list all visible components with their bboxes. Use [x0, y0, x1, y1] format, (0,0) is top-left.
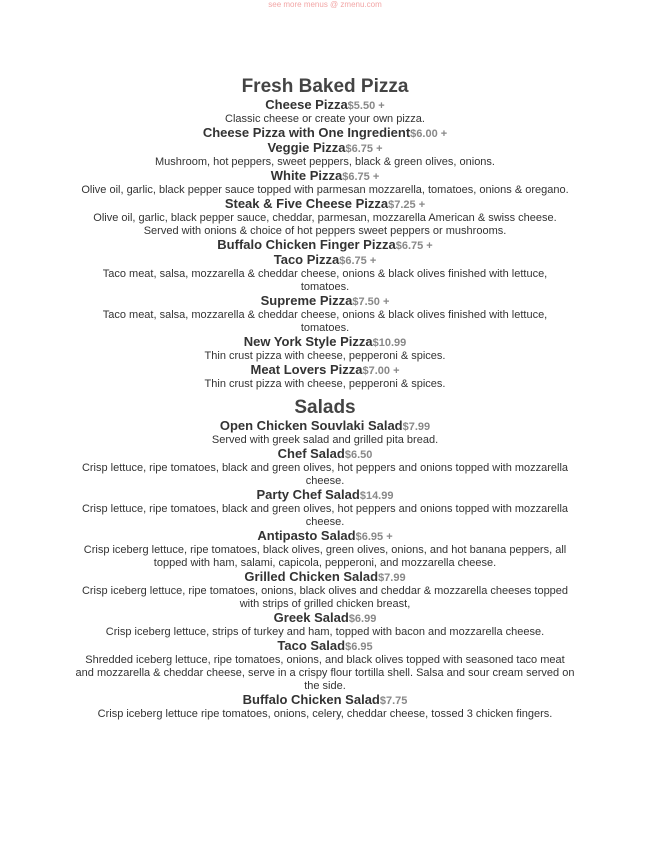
- watermark-link[interactable]: see more menus @ zmenu.com: [268, 0, 382, 9]
- menu-item-price: $7.75: [379, 695, 408, 707]
- menu-item-desc: Shredded iceberg lettuce, ripe tomatoes, onions, and black olives topped with seasoned taco meat and mozzarella & cheddar cheese, serve in a crispy flour tortilla shell. Salsa and sour cream served on the side.: [75, 654, 575, 692]
- menu-item-price: $6.50: [344, 449, 373, 461]
- menu-item-price: $6.75 +: [339, 255, 377, 267]
- menu-item-name: Steak & Five Cheese Pizza$7.25 +: [224, 196, 426, 211]
- menu-item-desc: Taco meat, salsa, mozzarella & cheddar cheese, onions & black olives finished with lettuce, tomatoes.: [102, 309, 548, 334]
- menu-item-desc: Thin crust pizza with cheese, pepperoni & spices.: [204, 350, 446, 362]
- menu-item-name: Supreme Pizza$7.50 +: [260, 293, 390, 308]
- menu-item-name: Greek Salad$6.99: [273, 610, 377, 625]
- menu-item-price: $6.75 +: [345, 143, 383, 155]
- menu-item-price: $7.99: [378, 572, 406, 584]
- salads-section: [0, 397, 650, 721]
- menu-item-price: $7.99: [402, 421, 431, 433]
- section-title-salads: Salads: [294, 397, 356, 418]
- menu-item-price: $6.95: [345, 641, 373, 653]
- menu-item-name: Buffalo Chicken Salad$7.75: [242, 692, 408, 707]
- menu-item-desc: Taco meat, salsa, mozzarella & cheddar cheese, onions & black olives finished with lettuce, tomatoes.: [102, 268, 548, 293]
- menu-item-price: $7.25 +: [388, 199, 426, 211]
- menu-item-desc: Olive oil, garlic, black pepper sauce topped with parmesan mozzarella, tomatoes, onions & oregano.: [81, 184, 569, 196]
- menu-item-desc: Crisp lettuce, ripe tomatoes, black and green olives, hot peppers and onions topped with mozzarella cheese.: [81, 462, 569, 487]
- menu-item-name: Grilled Chicken Salad$7.99: [244, 569, 406, 584]
- menu-item-name: Veggie Pizza$6.75 +: [267, 140, 383, 155]
- menu-item-price: $6.00 +: [410, 128, 448, 140]
- menu-item-price: $14.99: [359, 490, 394, 502]
- menu-item-price: $6.75 +: [395, 240, 433, 252]
- menu-item-desc: Served with greek salad and grilled pita bread.: [211, 434, 439, 446]
- menu-item-name: Buffalo Chicken Finger Pizza$6.75 +: [217, 237, 433, 252]
- menu-item-name: Chef Salad$6.50: [277, 446, 373, 461]
- menu-item-name: Cheese Pizza with One Ingredient$6.00 +: [202, 125, 448, 140]
- menu-item-desc: Crisp iceberg lettuce, ripe tomatoes, black olives, green olives, onions, and hot banana peppers, all topped with ham, salami, capicola, pepperoni, and mozzarella cheese.: [83, 544, 567, 569]
- menu-item-price: $5.50 +: [347, 100, 385, 112]
- pizza-section: [0, 76, 650, 391]
- menu-item-name: Open Chicken Souvlaki Salad$7.99: [219, 418, 431, 433]
- menu-item-desc: Thin crust pizza with cheese, pepperoni & spices.: [204, 378, 446, 390]
- menu-item-name: Antipasto Salad$6.95 +: [257, 528, 393, 543]
- menu-item-name: New York Style Pizza$10.99: [243, 334, 407, 349]
- menu-item-name: Party Chef Salad$14.99: [256, 487, 394, 502]
- menu-item-name: White Pizza$6.75 +: [270, 168, 380, 183]
- menu-item-desc: Crisp iceberg lettuce ripe tomatoes, onions, celery, cheddar cheese, tossed 3 chicken fingers.: [97, 708, 553, 720]
- menu-item-desc: Crisp iceberg lettuce, ripe tomatoes, onions, black olives and cheddar & mozzarella cheeses topped with strips of grilled chicken breast,: [81, 585, 569, 610]
- menu-item-price: $6.95 +: [355, 531, 393, 543]
- menu-item-price: $6.75 +: [342, 171, 380, 183]
- menu-item-name: Cheese Pizza$5.50 +: [265, 97, 385, 112]
- menu-item-desc: Crisp iceberg lettuce, strips of turkey and ham, topped with bacon and mozzarella cheese.: [105, 626, 545, 638]
- menu-item-desc: Crisp lettuce, ripe tomatoes, black and green olives, hot peppers and onions topped with mozzarella cheese.: [81, 503, 569, 528]
- menu-item-desc: Mushroom, hot peppers, sweet peppers, black & green olives, onions.: [155, 156, 495, 168]
- menu-item-name: Taco Pizza$6.75 +: [273, 252, 377, 267]
- menu-item-desc: Classic cheese or create your own pizza.: [225, 113, 425, 125]
- menu-item-price: $6.99: [348, 613, 377, 625]
- menu-item-price: $7.00 +: [362, 365, 400, 377]
- menu-item-name: Meat Lovers Pizza$7.00 +: [250, 362, 400, 377]
- menu-item-price: $7.50 +: [352, 296, 390, 308]
- section-title-pizza: Fresh Baked Pizza: [241, 76, 409, 97]
- menu-item-name: Taco Salad$6.95: [277, 638, 373, 653]
- menu-item-desc: Olive oil, garlic, black pepper sauce, cheddar, parmesan, mozzarella American & swiss cheese. Served with onions & choice of hot peppers sweet peppers or mushrooms.: [93, 212, 557, 237]
- menu-item-price: $10.99: [372, 337, 407, 349]
